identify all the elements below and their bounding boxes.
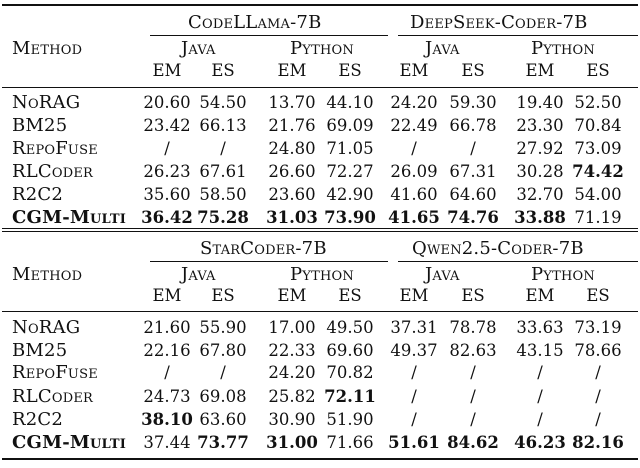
- table-cell: 30.28: [516, 162, 564, 181]
- table-cell: 23.30: [516, 116, 564, 135]
- language-header: Java: [181, 38, 216, 59]
- table-cell: 73.09: [574, 139, 622, 158]
- top-rule-1: [2, 4, 638, 6]
- metric-header: EM: [277, 286, 307, 305]
- table-cell: 30.90: [268, 410, 316, 429]
- table-cell: 26.23: [143, 162, 191, 181]
- table-cell: /: [595, 363, 601, 382]
- table-cell: /: [537, 387, 543, 406]
- table-cell: 21.60: [143, 318, 191, 337]
- method-label: R2C2: [12, 184, 64, 205]
- metric-header: ES: [211, 61, 235, 80]
- method-label: BM25: [12, 340, 68, 361]
- table-cell: 66.78: [449, 116, 497, 135]
- metric-header: EM: [525, 286, 555, 305]
- table-cell: /: [595, 387, 601, 406]
- table-cell: 24.73: [143, 387, 191, 406]
- table-cell: /: [470, 410, 476, 429]
- table-cell: /: [411, 363, 417, 382]
- method-header: Method: [12, 264, 83, 285]
- table-cell: 32.70: [516, 185, 564, 204]
- table-cell: 72.11: [324, 387, 376, 406]
- table-cell: 26.09: [390, 162, 438, 181]
- top-rule-2: [2, 231, 638, 232]
- table-cell: /: [220, 363, 226, 382]
- method-label: NoRAG: [12, 92, 81, 113]
- table-cell: 51.61: [388, 433, 440, 452]
- table-cell: 41.65: [388, 208, 440, 227]
- table-cell: 74.76: [447, 208, 499, 227]
- cmid-rule: [150, 261, 388, 262]
- table-cell: 73.90: [324, 208, 376, 227]
- method-header: Method: [12, 38, 83, 59]
- table-cell: 38.10: [141, 410, 193, 429]
- metric-header: ES: [586, 61, 610, 80]
- table-cell: 43.15: [516, 341, 564, 360]
- table-cell: 82.63: [449, 341, 497, 360]
- table-cell: 75.28: [197, 208, 249, 227]
- cmid-rule: [398, 35, 638, 36]
- table-cell: 23.42: [143, 116, 191, 135]
- language-header: Java: [425, 38, 460, 59]
- table-cell: 69.08: [199, 387, 247, 406]
- table-cell: 82.16: [572, 433, 624, 452]
- table-cell: 33.88: [514, 208, 566, 227]
- method-label: BM25: [12, 115, 68, 136]
- language-header: Python: [290, 38, 354, 59]
- table-cell: 26.60: [268, 162, 316, 181]
- table-cell: /: [164, 139, 170, 158]
- method-label: NoRAG: [12, 317, 81, 338]
- mid-rule-1: [2, 87, 638, 88]
- table-cell: 74.42: [572, 162, 624, 181]
- table-cell: 35.60: [143, 185, 191, 204]
- method-label: RLCoder: [12, 161, 94, 182]
- method-label: CGM-Multi: [12, 432, 126, 453]
- table-cell: /: [470, 139, 476, 158]
- table-cell: 78.66: [574, 341, 622, 360]
- table-cell: 37.44: [143, 433, 191, 452]
- table-cell: 41.60: [390, 185, 438, 204]
- mid-rule-2: [2, 311, 638, 312]
- table-cell: 46.23: [514, 433, 566, 452]
- model-header: Qwen2.5-Coder-7B: [412, 238, 584, 259]
- model-header: DeepSeek-Coder-7B: [410, 12, 588, 33]
- table-cell: /: [537, 363, 543, 382]
- table-cell: 17.00: [268, 318, 316, 337]
- table-cell: 67.80: [199, 341, 247, 360]
- table-cell: 69.60: [326, 341, 374, 360]
- table-cell: 67.31: [449, 162, 497, 181]
- table-cell: 54.00: [574, 185, 622, 204]
- table-cell: 24.80: [268, 139, 316, 158]
- table-cell: 71.66: [326, 433, 374, 452]
- table-cell: 24.20: [390, 93, 438, 112]
- table-cell: 21.76: [268, 116, 316, 135]
- table-cell: 20.60: [143, 93, 191, 112]
- table-cell: /: [220, 139, 226, 158]
- table-cell: 69.09: [326, 116, 374, 135]
- cmid-rule: [150, 35, 388, 36]
- table-cell: 84.62: [447, 433, 499, 452]
- table-cell: 70.82: [326, 363, 374, 382]
- table-cell: 49.50: [326, 318, 374, 337]
- table-cell: 55.90: [199, 318, 247, 337]
- table-cell: /: [411, 139, 417, 158]
- metric-header: EM: [399, 61, 429, 80]
- table-cell: /: [411, 410, 417, 429]
- table-cell: /: [537, 410, 543, 429]
- table-cell: /: [470, 387, 476, 406]
- model-header: CodeLLama-7B: [188, 12, 322, 33]
- table-cell: 19.40: [516, 93, 564, 112]
- table-cell: 66.13: [199, 116, 247, 135]
- table-cell: 33.63: [516, 318, 564, 337]
- table-cell: 58.50: [199, 185, 247, 204]
- metric-header: EM: [152, 61, 182, 80]
- table-cell: /: [470, 363, 476, 382]
- table-cell: 22.49: [390, 116, 438, 135]
- language-header: Java: [425, 264, 460, 285]
- table-cell: 25.82: [268, 387, 316, 406]
- method-label: RepoFuse: [12, 138, 98, 159]
- table-cell: 31.00: [266, 433, 318, 452]
- metric-header: ES: [211, 286, 235, 305]
- language-header: Java: [181, 264, 216, 285]
- table-cell: 67.61: [199, 162, 247, 181]
- metric-header: ES: [461, 61, 485, 80]
- metric-header: ES: [461, 286, 485, 305]
- table-cell: 70.84: [574, 116, 622, 135]
- table-cell: 64.60: [449, 185, 497, 204]
- metric-header: EM: [525, 61, 555, 80]
- table-cell: 73.77: [197, 433, 249, 452]
- cmid-rule: [398, 261, 638, 262]
- table-cell: 73.19: [574, 318, 622, 337]
- language-header: Python: [290, 264, 354, 285]
- table-cell: 42.90: [326, 185, 374, 204]
- table-cell: /: [595, 410, 601, 429]
- table-cell: 78.78: [449, 318, 497, 337]
- language-header: Python: [531, 38, 595, 59]
- metric-header: EM: [152, 286, 182, 305]
- table-cell: 23.60: [268, 185, 316, 204]
- table-cell: 44.10: [326, 93, 374, 112]
- table-cell: 36.42: [141, 208, 193, 227]
- table-cell: /: [411, 387, 417, 406]
- table-cell: /: [164, 363, 170, 382]
- table-cell: 71.19: [574, 208, 622, 227]
- method-label: R2C2: [12, 409, 64, 430]
- table-cell: 49.37: [390, 341, 438, 360]
- bottom-rule-2: [2, 458, 638, 460]
- metric-header: ES: [338, 61, 362, 80]
- table-cell: 59.30: [449, 93, 497, 112]
- table-cell: 27.92: [516, 139, 564, 158]
- metric-header: ES: [586, 286, 610, 305]
- metric-header: EM: [277, 61, 307, 80]
- metric-header: EM: [399, 286, 429, 305]
- table-cell: 54.50: [199, 93, 247, 112]
- bottom-rule-1: [2, 228, 638, 229]
- table-cell: 13.70: [268, 93, 316, 112]
- table-cell: 37.31: [390, 318, 438, 337]
- language-header: Python: [531, 264, 595, 285]
- method-label: RLCoder: [12, 386, 94, 407]
- table-cell: 71.05: [326, 139, 374, 158]
- table-cell: 31.03: [266, 208, 318, 227]
- model-header: StarCoder-7B: [200, 238, 327, 259]
- metric-header: ES: [338, 286, 362, 305]
- table-cell: 22.33: [268, 341, 316, 360]
- table-cell: 72.27: [326, 162, 374, 181]
- table-cell: 52.50: [574, 93, 622, 112]
- table-cell: 24.20: [268, 363, 316, 382]
- table-cell: 63.60: [199, 410, 247, 429]
- table-cell: 22.16: [143, 341, 191, 360]
- method-label: RepoFuse: [12, 362, 98, 383]
- method-label: CGM-Multi: [12, 207, 126, 228]
- table-cell: 51.90: [326, 410, 374, 429]
